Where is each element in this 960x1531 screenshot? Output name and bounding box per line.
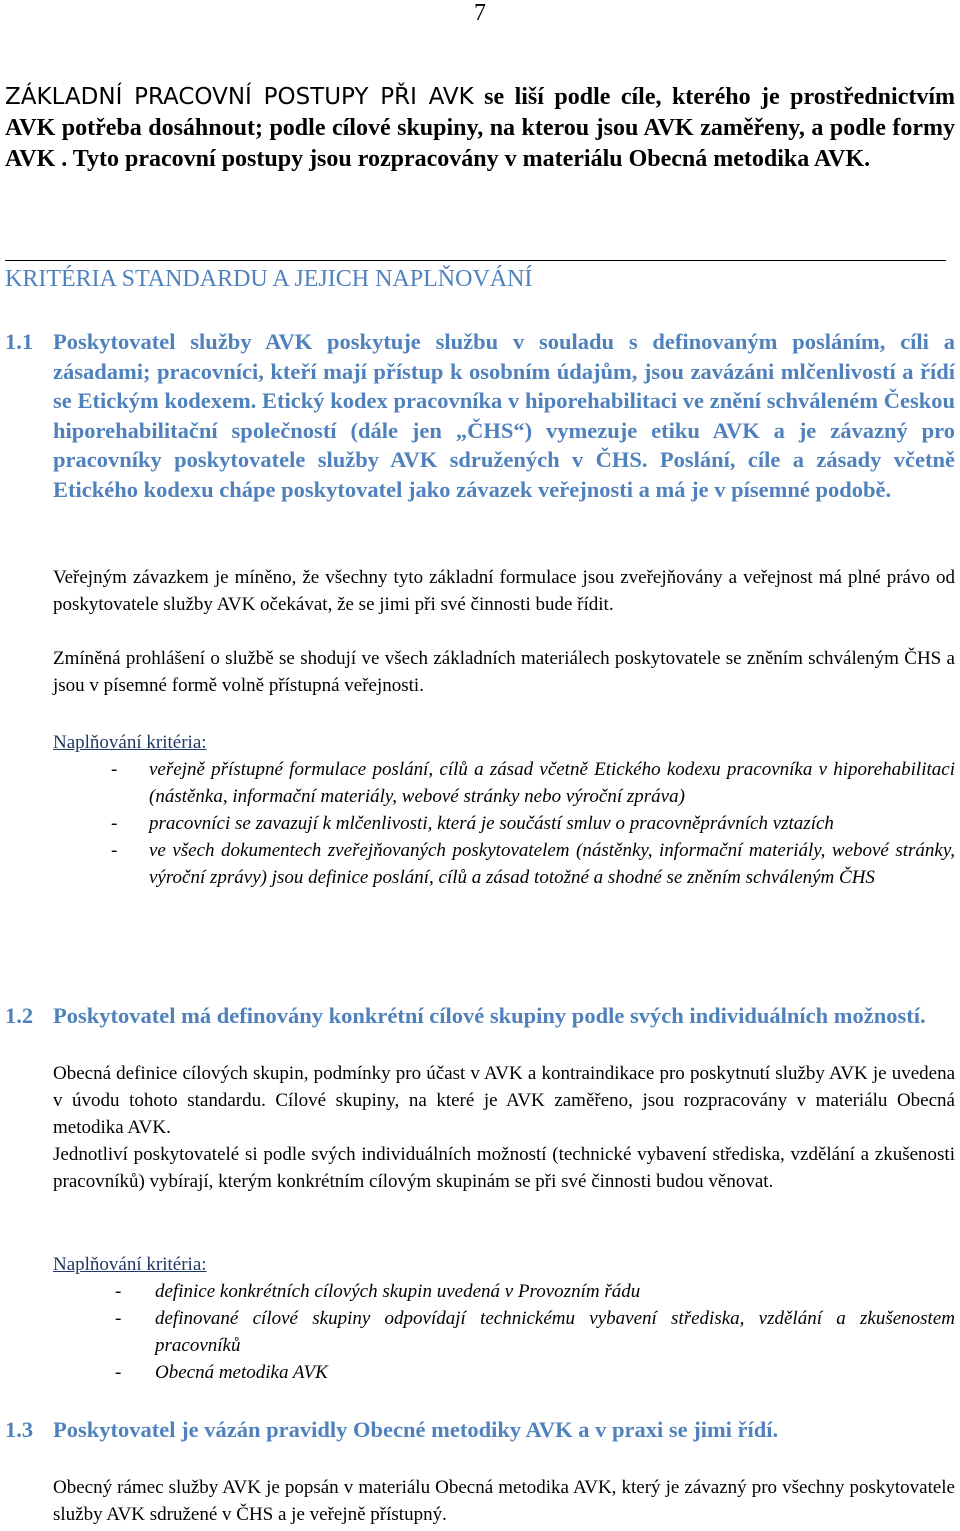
list-item: - ve všech dokumentech zveřejňovaných poskytovatelem (nástěnky, informační materiály, webové stránky, výroční zprávy) jsou definice poslání, cílů a zásad totožné a shodné se zněním schváleným ČHS [111, 840, 955, 888]
list-item: - definované cílové skupiny odpovídají technickému vybavení střediska, vzdělání a zkušenostem pracovníků [115, 1308, 955, 1356]
list-item: - veřejně přístupné formulace poslání, cílů a zásad včetně Etického kodexu pracovníka v hiporehabilitaci (nástěnka, informační materiály, webové stránky nebo výroční zpráva) [111, 759, 955, 807]
criterion-1-3-heading [5, 1415, 955, 1445]
criterion-heading-main: Poskytovatel služby AVK poskytuje službu v souladu s definovaným posláním, cíli a zásadami; pracovníci, kteří mají přístup k osobním údajům, jsou zavázáni mlčenlivostí a řídí se Etickým kodexem. [53, 329, 955, 413]
section-divider [5, 260, 946, 261]
list-item-text: veřejně přístupné formulace poslání, cílů a zásad včetně Etického kodexu pracovníka v hiporehabilitaci (nástěnka, informační materiály, webové stránky nebo výroční zpráva) [149, 759, 955, 807]
fulfillment-label: Naplňování kritéria: [53, 732, 207, 753]
intro-lead: ZÁKLADNÍ PRACOVNÍ POSTUPY PŘI AVK [5, 84, 474, 110]
criterion-1-1-heading [5, 327, 955, 504]
list-item-text: definované cílové skupiny odpovídají technickému vybavení střediska, vzdělání a zkušenostem pracovníků [155, 1308, 955, 1356]
criterion-number: 1.3 [5, 1417, 34, 1442]
criterion-1-1-paragraph: Zmíněná prohlášení o službě se shodují ve všech základních materiálech poskytovatele se zněním schváleným ČHS a jsou v písemné formě volně přístupná veřejnosti. [53, 648, 955, 696]
list-item: - definice konkrétních cílových skupin uvedená v Provozním řádu [115, 1281, 641, 1302]
criterion-1-2-heading [5, 1001, 955, 1031]
criterion-number: 1.1 [5, 329, 34, 354]
criterion-number: 1.2 [5, 1003, 34, 1028]
section-title: KRITÉRIA STANDARDU A JEJICH NAPLŇOVÁNÍ [5, 266, 533, 292]
list-item-text: definice konkrétních cílových skupin uvedená v Provozním řádu [155, 1281, 641, 1302]
criterion-heading-extra: Etický kodex pracovníka v hiporehabilitaci ve znění schváleném Českou hiporehabilitační společností (dále jen „ČHS“) vymezuje etiku AVK a je závazný pro pracovníky poskytovatele služby AVK sdružených v ČHS. Poslání, cíle a zásady včetně Etického kodexu chápe poskytovatel jako závazek veřejnosti a má je v písemné podobě. [53, 388, 955, 502]
list-item: - pracovníci se zavazují k mlčenlivosti, která je součástí smluv o pracovněprávních vztazích [111, 813, 834, 834]
list-item: - Obecná metodika AVK [115, 1362, 328, 1383]
fulfillment-list [111, 756, 955, 891]
criterion-1-3-paragraph: Obecný rámec služby AVK je popsán v materiálu Obecná metodika AVK, který je závazný pro všechny poskytovatele služby AVK sdružené v ČHS a je veřejně přístupný. [53, 1477, 955, 1525]
fulfillment-label: Naplňování kritéria: [53, 1254, 207, 1275]
intro-rest: se liší podle cíle, kterého je prostřednictvím AVK potřeba dosáhnout; podle cílové skupiny, na kterou jsou AVK zaměřeny, a podle formy AVK . Tyto pracovní postupy jsou rozpracovány v materiálu Obecná metodika AVK. [5, 84, 955, 172]
criterion-1-1-paragraph: Veřejným závazkem je míněno, že všechny tyto základní formulace jsou zveřejňovány a veřejnost má plné právo od poskytovatele služby AVK očekávat, že se jimi při své činnosti bude řídit. [53, 567, 955, 615]
fulfillment-list [115, 1278, 955, 1386]
criterion-heading-main: Poskytovatel má definovány konkrétní cílové skupiny podle svých individuálních možností. [53, 1003, 926, 1028]
criterion-1-2-paragraph: Obecná definice cílových skupin, podmínky pro účast v AVK a kontraindikace pro poskytnutí služby AVK je uvedena v úvodu tohoto standardu. Cílové skupiny, na které je AVK zaměřeno, jsou rozpracovány v materiálu Obecná metodika AVK. [53, 1063, 955, 1138]
criterion-heading-main: Poskytovatel je vázán pravidly Obecné metodiky AVK a v praxi se jimi řídí. [53, 1417, 779, 1442]
criterion-1-2-paragraph: Jednotliví poskytovatelé si podle svých individuálních možností (technické vybavení střediska, vzdělání a zkušenosti pracovníků) vybírají, kterým konkrétním cílovým skupinám se při své činnosti budou věnovat. [53, 1144, 955, 1192]
page-number: 7 [474, 0, 486, 26]
list-item-text: Obecná metodika AVK [155, 1362, 328, 1383]
list-item-text: ve všech dokumentech zveřejňovaných poskytovatelem (nástěnky, informační materiály, webové stránky, výroční zprávy) jsou definice poslání, cílů a zásad totožné a shodné se zněním schváleným ČHS [149, 840, 955, 888]
intro-paragraph [5, 82, 955, 175]
list-item-text: pracovníci se zavazují k mlčenlivosti, která je součástí smluv o pracovněprávních vztazích [149, 813, 834, 834]
